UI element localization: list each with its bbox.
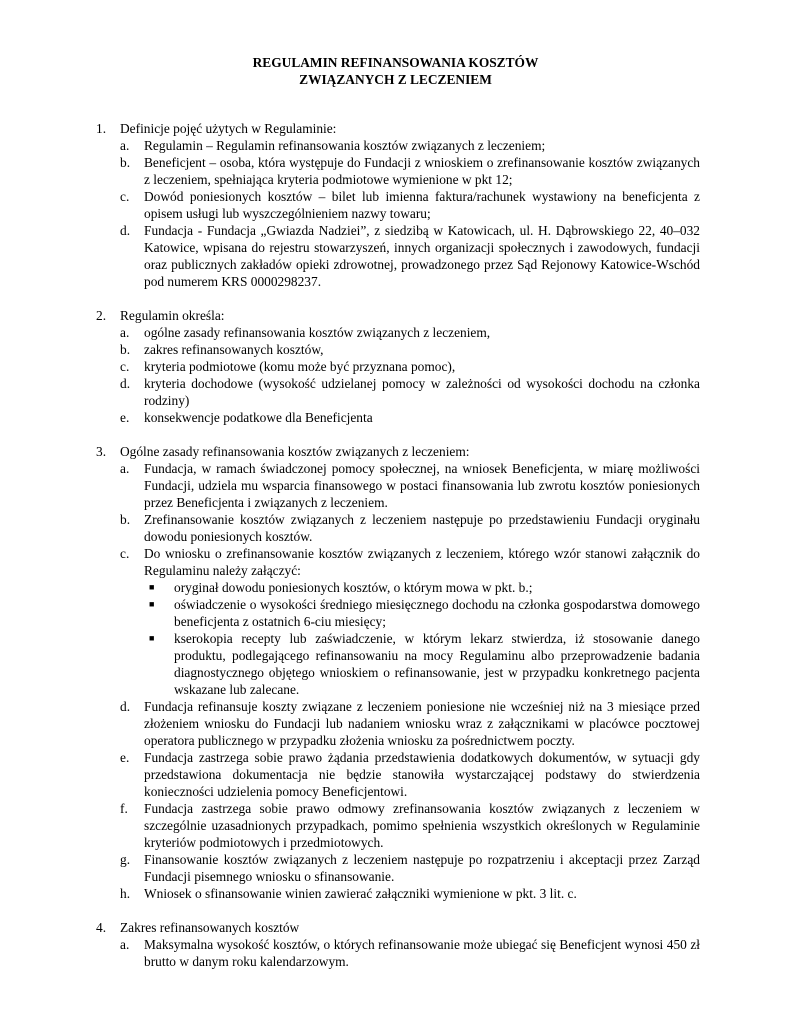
item-letter: a. <box>120 325 130 340</box>
title-line-2: ZWIĄZANYCH Z LECZENIEM <box>299 72 492 87</box>
item-letter: d. <box>120 223 131 238</box>
list-item <box>96 698 700 749</box>
list-item <box>96 375 700 409</box>
section-number: 2. <box>96 308 107 323</box>
section-heading <box>96 443 700 460</box>
bullet-item <box>144 596 700 630</box>
list-item <box>96 358 700 375</box>
list-item <box>96 851 700 885</box>
item-text: Dowód poniesionych kosztów – bilet lub imienna faktura/rachunek wystawiony na beneficjenta z opisem usługi lub wyszczególnieniem nazwy towaru; <box>144 189 700 221</box>
item-text: Regulamin – Regulamin refinansowania kosztów związanych z leczeniem; <box>144 138 546 153</box>
item-letter: f. <box>120 801 128 816</box>
item-letter: d. <box>120 376 131 391</box>
item-text: zakres refinansowanych kosztów, <box>144 342 324 357</box>
list-item <box>96 885 700 902</box>
bullet-square-icon: ■ <box>149 633 155 643</box>
item-letter: a. <box>120 461 130 476</box>
list-item <box>96 460 700 511</box>
item-letter: a. <box>120 937 130 952</box>
list-item <box>96 749 700 800</box>
bullet-square-icon: ■ <box>149 582 155 592</box>
bullet-text: oryginał dowodu poniesionych kosztów, o którym mowa w pkt. b.; <box>174 580 533 595</box>
item-letter: b. <box>120 155 131 170</box>
item-text: Finansowanie kosztów związanych z leczeniem następuje po rozpatrzeniu i akceptacji przez Zarząd Fundacji pisemnego wniosku o sfinansowanie. <box>144 852 700 884</box>
list-item <box>96 188 700 222</box>
item-text: Beneficjent – osoba, która występuje do Fundacji z wnioskiem o zrefinansowanie kosztów związanych z leczeniem, spełniająca kryteria podmiotowe wymienione w pkt 12; <box>144 155 700 187</box>
section-heading-text: Definicje pojęć użytych w Regulaminie: <box>120 121 337 136</box>
section-items <box>96 460 700 902</box>
item-letter: c. <box>120 189 130 204</box>
item-text: Fundacja zastrzega sobie prawo odmowy zrefinansowania kosztów związanych z leczeniem w szczególnie uzasadnionych przypadkach, pomimo spełnienia wszystkich określonych w Regulaminie kryteriów podmiotowych i przedmiotowych. <box>144 801 700 850</box>
item-letter: h. <box>120 886 131 901</box>
section-items <box>96 324 700 426</box>
bullet-text: kserokopia recepty lub zaświadczenie, w którym lekarz stwierdza, iż stosowanie danego produktu, podlegającego refinansowaniu na mocy Regulaminu albo przeprowadzenie badania diagnostycznego objętego wnioskiem o refinansowanie, jest w przypadku konkretnego pacjenta wskazane lub zalecane. <box>174 631 700 697</box>
section-heading <box>96 120 700 137</box>
item-letter: e. <box>120 410 130 425</box>
title-line-1: REGULAMIN REFINANSOWANIA KOSZTÓW <box>252 55 539 70</box>
item-letter: b. <box>120 342 131 357</box>
section-1 <box>96 120 700 290</box>
item-letter: a. <box>120 138 130 153</box>
item-text: Wniosek o sfinansowanie winien zawierać załączniki wymienione w pkt. 3 lit. c. <box>144 886 577 901</box>
list-item <box>96 324 700 341</box>
section-4 <box>96 919 700 970</box>
list-item <box>96 341 700 358</box>
item-letter: c. <box>120 546 130 561</box>
bullet-text: oświadczenie o wysokości średniego miesięcznego dochodu na członka gospodarstwa domowego beneficjenta z ostatnich 6-ciu miesięcy; <box>174 597 700 629</box>
item-text: Zrefinansowanie kosztów związanych z leczeniem następuje po przedstawieniu Fundacji oryginału dowodu poniesionych kosztów. <box>144 512 700 544</box>
item-text: kryteria podmiotowe (komu może być przyznana pomoc), <box>144 359 456 374</box>
item-letter: e. <box>120 750 130 765</box>
item-text: Fundacja refinansuje koszty związane z leczeniem poniesione nie wcześniej niż na 3 miesiące przed złożeniem wniosku do Fundacji lub nadaniem wniosku wraz z załącznikami w placówce pocztowej operatora publicznego w przypadku złożenia wniosku za pośrednictwem poczty. <box>144 699 700 748</box>
section-3 <box>96 443 700 902</box>
item-letter: d. <box>120 699 131 714</box>
item-letter: b. <box>120 512 131 527</box>
section-items <box>96 137 700 290</box>
document-title <box>0 54 791 88</box>
section-heading-text: Zakres refinansowanych kosztów <box>120 920 300 935</box>
bullet-square-icon: ■ <box>149 599 155 609</box>
item-letter: c. <box>120 359 130 374</box>
item-text: Fundacja zastrzega sobie prawo żądania przedstawienia dodatkowych dokumentów, w sytuacji gdy przedstawiona dokumentacja nie będzie stanowiła wystarczającej podstawy do stwierdzenia konieczności udzielenia pomocy Beneficjentowi. <box>144 750 700 799</box>
list-item <box>96 409 700 426</box>
section-2 <box>96 307 700 426</box>
item-text: Maksymalna wysokość kosztów, o których refinansowanie może ubiegać się Beneficjent wynosi 450 zł brutto w danym roku kalendarzowym. <box>144 937 700 969</box>
section-number: 1. <box>96 121 107 136</box>
document-body <box>96 120 700 987</box>
list-item <box>96 511 700 545</box>
item-text: kryteria dochodowe (wysokość udzielanej pomocy w zależności od wysokości dochodu na członka rodziny) <box>144 376 700 408</box>
list-item <box>96 800 700 851</box>
list-item <box>96 222 700 290</box>
section-number: 3. <box>96 444 107 459</box>
section-heading <box>96 307 700 324</box>
section-heading-text: Regulamin określa: <box>120 308 225 323</box>
section-heading-text: Ogólne zasady refinansowania kosztów związanych z leczeniem: <box>120 444 470 459</box>
section-items <box>96 936 700 970</box>
item-text: Fundacja, w ramach świadczonej pomocy społecznej, na wniosek Beneficjenta, w miarę możliwości Fundacji, udziela mu wsparcia finansowego w postaci finansowania lub zwrotu kosztów poniesionych przez Beneficjenta i związanych z leczeniem. <box>144 461 700 510</box>
item-text: konsekwencje podatkowe dla Beneficjenta <box>144 410 373 425</box>
item-text: Do wniosku o zrefinansowanie kosztów związanych z leczeniem, którego wzór stanowi załącznik do Regulaminu należy załączyć: <box>144 546 700 578</box>
item-letter: g. <box>120 852 131 867</box>
list-item <box>96 137 700 154</box>
list-item <box>96 936 700 970</box>
section-number: 4. <box>96 920 107 935</box>
list-item <box>96 154 700 188</box>
item-text: Fundacja - Fundacja „Gwiazda Nadziei”, z siedzibą w Katowicach, ul. H. Dąbrowskiego 22, 40–032 Katowice, wpisana do rejestru stowarzyszeń, innych organizacji społecznych i zawodowych, fundacji oraz publicznych zakładów opieki zdrowotnej, prowadzonego przez Sąd Rejonowy Katowice-Wschód pod numerem KRS 0000298237. <box>144 223 700 289</box>
item-text: ogólne zasady refinansowania kosztów związanych z leczeniem, <box>144 325 491 340</box>
bullet-list <box>144 579 700 698</box>
list-item <box>96 545 700 698</box>
bullet-item <box>144 630 700 698</box>
section-heading <box>96 919 700 936</box>
bullet-item <box>144 579 700 596</box>
